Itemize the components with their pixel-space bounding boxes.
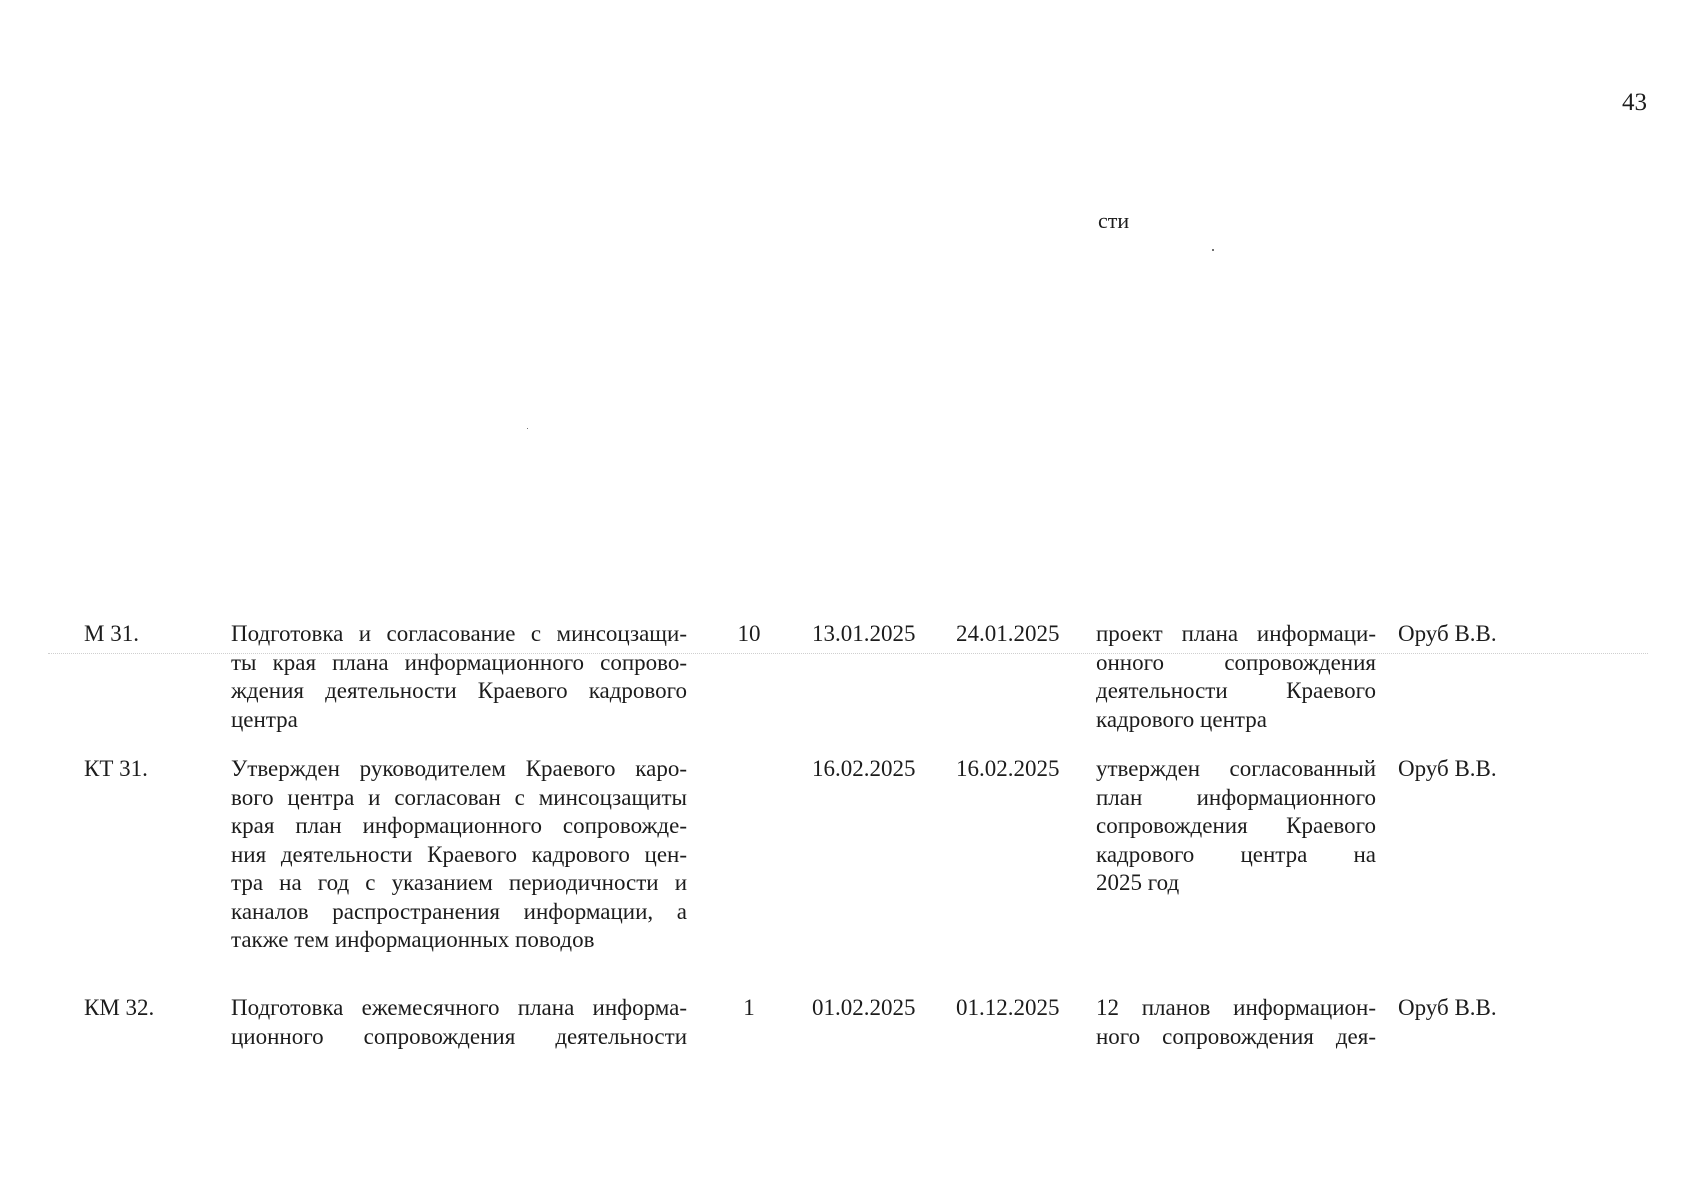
row-result [1096, 994, 1376, 1051]
row-responsible: Оруб В.В. [1398, 756, 1497, 781]
description-line: тра на год с указанием периодичности и [231, 870, 687, 895]
result-line: деятельности Краевого [1096, 678, 1376, 703]
row-start-date: 01.02.2025 [812, 995, 916, 1020]
row-responsible: Оруб В.В. [1398, 621, 1497, 646]
row-code: КМ 32. [84, 995, 155, 1020]
result-line: утвержден согласованный [1096, 756, 1376, 781]
row-result [1096, 755, 1376, 898]
description-line: ния деятельности Краевого кадрового цен- [231, 841, 687, 867]
page-number: 43 [1622, 89, 1647, 116]
row-description [231, 620, 687, 734]
result-line: кадрового центра [1096, 706, 1267, 732]
row-start-date: 13.01.2025 [812, 621, 916, 646]
description-line: ционного сопровождения деятельности [231, 1023, 687, 1049]
row-responsible: Оруб В.В. [1398, 995, 1497, 1020]
text-fragment: сти [1098, 208, 1130, 233]
row-end-date: 24.01.2025 [956, 621, 1060, 646]
row-end-date: 16.02.2025 [956, 756, 1060, 781]
row-description [231, 994, 687, 1051]
row-duration: 10 [737, 621, 761, 646]
description-line: каналов распространения информации, а [231, 898, 687, 924]
description-line: центра [231, 706, 298, 732]
row-start-date: 16.02.2025 [812, 756, 916, 781]
description-line: края план информационного сопровожде- [231, 813, 687, 838]
scan-speck [1212, 249, 1214, 251]
result-line: онного сопровождения [1096, 649, 1376, 675]
row-result [1096, 620, 1376, 734]
result-line: ного сопровождения дея- [1096, 1023, 1376, 1049]
result-line: сопровождения Краевого [1096, 813, 1376, 838]
description-line: Утвержден руководителем Краевого каро- [231, 756, 687, 781]
row-duration: 1 [743, 995, 755, 1020]
row-end-date: 01.12.2025 [956, 995, 1060, 1020]
result-line: проект плана информаци- [1096, 621, 1376, 646]
description-line: Подготовка ежемесячного плана информа- [231, 995, 687, 1020]
description-line: Подготовка и согласование с минсоцзащи- [231, 621, 687, 646]
description-line: вого центра и согласован с минсоцзащиты [231, 784, 687, 810]
scan-speck [527, 428, 528, 429]
description-line: ты края плана информационного сопрово- [231, 649, 687, 675]
row-code: М 31. [84, 621, 139, 646]
result-line: 2025 год [1096, 870, 1180, 895]
description-line: ждения деятельности Краевого кадрового [231, 678, 687, 703]
row-code: КТ 31. [84, 756, 148, 781]
result-line: план информационного [1096, 784, 1376, 810]
row-description [231, 755, 687, 955]
description-line: также тем информационных поводов [231, 927, 595, 952]
result-line: 12 планов информацион- [1096, 995, 1376, 1020]
result-line: кадрового центра на [1096, 841, 1376, 867]
